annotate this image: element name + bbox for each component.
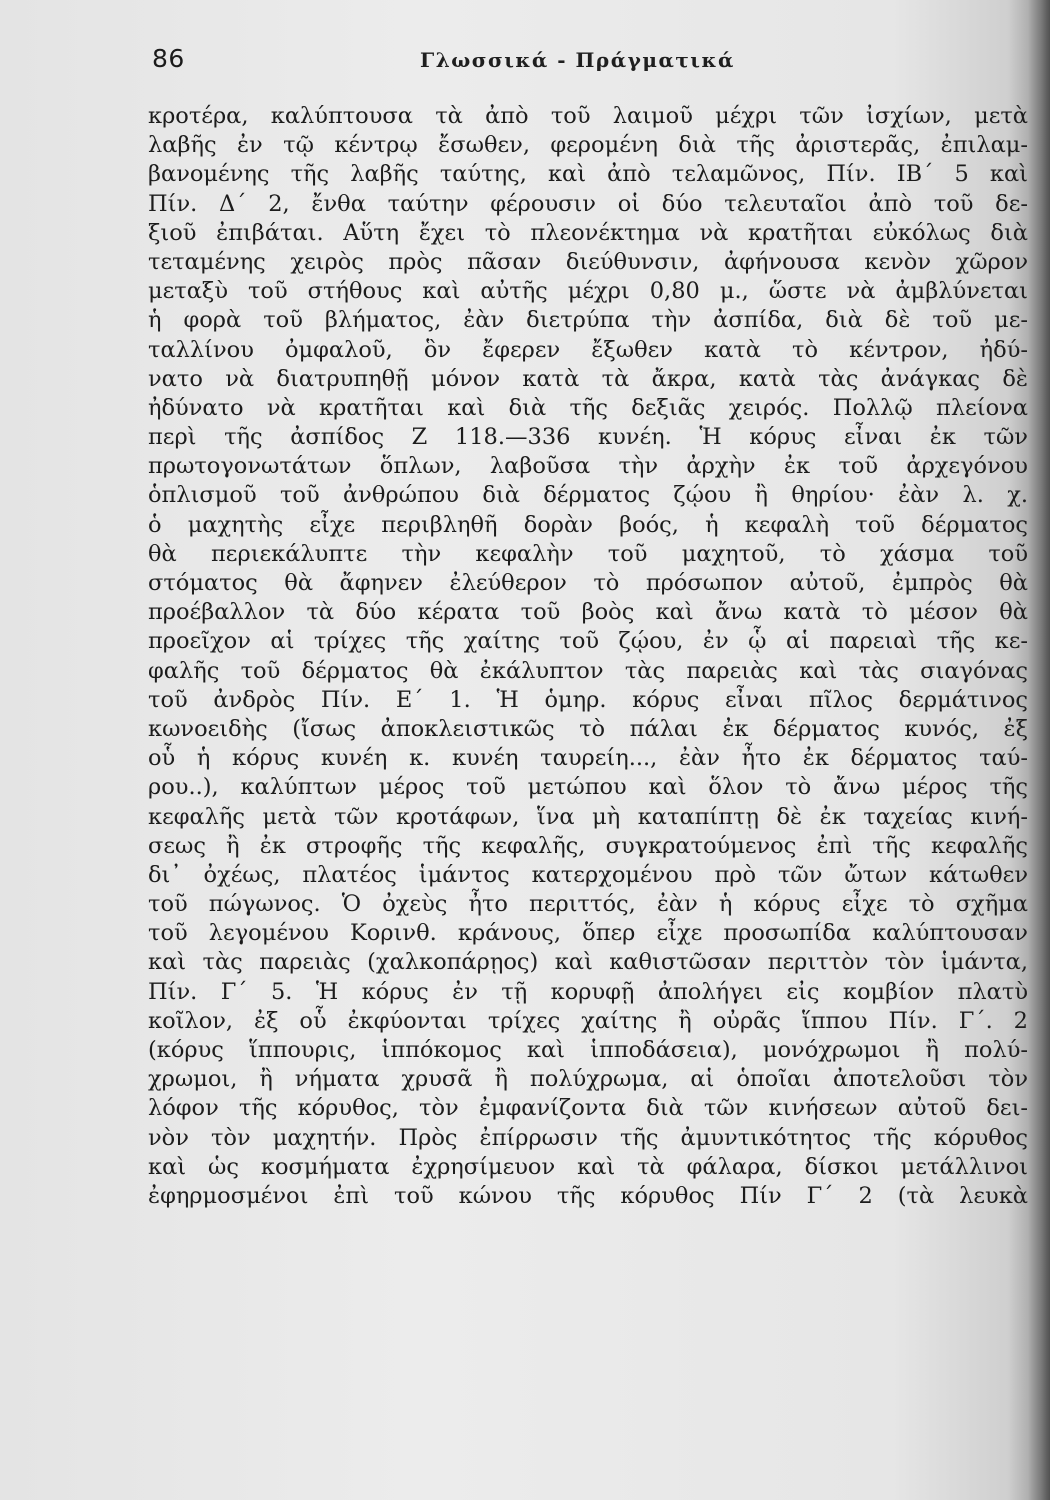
text-line: θὰ περιεκάλυπτε τὴν κεφαλὴν τοῦ μαχητοῦ, τὸ χάσμα τοῦ <box>148 540 1028 567</box>
text-line: καὶ τὰς παρειὰς (χαλκοπάρῃος) καὶ καθιστῶσαν περιττὸν τὸν ἱμάντα, <box>148 949 1028 976</box>
running-title: Γλωσσικά - Πράγματικά <box>420 48 735 72</box>
text-line: καὶ ὡς κοσμήματα ἐχρησίμευον καὶ τὰ φάλαρα, δίσκοι μετάλλινοι <box>148 1153 1028 1180</box>
text-line: (κόρυς ἵππουρις, ἱππόκομος καὶ ἱπποδάσεια), μονόχρωμοι ἢ πολύ- <box>148 1037 1028 1063</box>
text-line: ἐφηρμοσμένοι ἐπὶ τοῦ κώνου τῆς κόρυθος Πίν Γ΄ 2 (τὰ λευκὰ <box>148 1182 1028 1209</box>
text-line: ρου..), καλύπτων μέρος τοῦ μετώπου καὶ ὅλον τὸ ἄνω μέρος τῆς <box>148 774 1028 801</box>
text-line: τεταμένης χειρὸς πρὸς πᾶσαν διεύθυνσιν, ἀφήνουσα κενὸν χῶρον <box>148 248 1028 275</box>
text-line: τοῦ ἀνδρὸς Πίν. Ε΄ 1. Ἡ ὁμηρ. κόρυς εἶναι πῖλος δερμάτινος <box>148 686 1028 713</box>
text-line: ἡ φορὰ τοῦ βλήματος, ἐὰν διετρύπα τὴν ἀσπίδα, διὰ δὲ τοῦ με- <box>148 307 1028 334</box>
text-line: οὗ ἡ κόρυς κυνέη κ. κυνέη ταυρείη..., ἐὰν ἦτο ἐκ δέρματος ταύ- <box>148 745 1028 772</box>
text-line: προέβαλλον τὰ δύο κέρατα τοῦ βοὸς καὶ ἄνω κατὰ τὸ μέσον θὰ <box>148 599 1028 626</box>
text-line: στόματος θὰ ἄφηνεν ἐλεύθερον τὸ πρόσωπον αὐτοῦ, ἐμπρὸς θὰ <box>148 570 1028 596</box>
text-line <box>148 1211 1028 1240</box>
text-line: Πίν. Γ΄ 5. Ἡ κόρυς ἐν τῇ κορυφῇ ἀπολήγει εἰς κομβίον πλατὺ <box>148 978 1028 1005</box>
text-line: τοῦ πώγωνος. Ὁ ὀχεὺς ἦτο περιττός, ἐὰν ἡ κόρυς εἶχε τὸ σχῆμα <box>148 891 1028 918</box>
text-line: νατο νὰ διατρυπηθῇ μόνον κατὰ τὰ ἄκρα, κατὰ τὰς ἀνάγκας δὲ <box>148 365 1028 392</box>
text-line: προεῖχον αἱ τρίχες τῆς χαίτης τοῦ ζῴου, ἐν ᾧ αἱ παρειαὶ τῆς κε- <box>148 628 1028 655</box>
text-line: κεφαλῆς μετὰ τῶν κροτάφων, ἵνα μὴ καταπίπτῃ δὲ ἐκ ταχείας κινή- <box>148 803 1028 830</box>
page-edge-shadow <box>1028 0 1050 1500</box>
text-line: μεταξὺ τοῦ στήθους καὶ αὐτῆς μέχρι 0,80 μ., ὥστε νὰ ἀμβλύνεται <box>148 278 1028 305</box>
text-line: ξιοῦ ἐπιβάται. Αὕτη ἔχει τὸ πλεονέκτημα νὰ κρατῆται εὐκόλως διὰ <box>148 219 1028 246</box>
text-line: τοῦ λεγομένου Κορινθ. κράνους, ὅπερ εἶχε προσωπίδα καλύπτουσαν <box>148 920 1028 947</box>
text-line: σεως ἢ ἐκ στροφῆς τῆς κεφαλῆς, συγκρατούμενος ἐπὶ τῆς κεφαλῆς <box>148 832 1028 859</box>
text-line: περὶ τῆς ἀσπίδος Ζ 118.—336 κυνέη. Ἡ κόρυς εἶναι ἐκ τῶν <box>148 424 1028 451</box>
text-line: ταλλίνου ὀμφαλοῦ, ὃν ἔφερεν ἔξωθεν κατὰ τὸ κέντρον, ἠδύ- <box>148 336 1028 363</box>
text-line: λαβῆς ἐν τῷ κέντρῳ ἔσωθεν, φερομένη διὰ τῆς ἀριστερᾶς, ἐπιλαμ- <box>148 132 1028 159</box>
text-line: χρωμοι, ἢ νήματα χρυσᾶ ἢ πολύχρωμα, αἱ ὁποῖαι ἀποτελοῦσι τὸν <box>148 1066 1028 1093</box>
page-number: 86 <box>152 44 185 73</box>
text-line: ὁ μαχητὴς εἶχε περιβληθῆ δορὰν βοός, ἡ κεφαλὴ τοῦ δέρματος <box>148 511 1028 538</box>
text-line: ἠδύνατο νὰ κρατῆται καὶ διὰ τῆς δεξιᾶς χειρός. Πολλῷ πλείονα <box>148 394 1028 421</box>
text-line: ὁπλισμοῦ τοῦ ἀνθρώπου διὰ δέρματος ζῴου ἢ θηρίου· ἐὰν λ. χ. <box>148 482 1028 509</box>
text-line: φαλῆς τοῦ δέρματος θὰ ἐκάλυπτον τὰς παρειὰς καὶ τὰς σιαγόνας <box>148 657 1028 684</box>
text-line: πρωτογονωτάτων ὅπλων, λαβοῦσα τὴν ἀρχὴν ἐκ τοῦ ἀρχεγόνου <box>148 453 1028 480</box>
text-line: κοῖλον, ἐξ οὗ ἐκφύονται τρίχες χαίτης ἢ οὐρᾶς ἵππου Πίν. Γ΄. 2 <box>148 1007 1028 1034</box>
text-line: νὸν τὸν μαχητήν. Πρὸς ἐπίρρωσιν τῆς ἀμυντικότητος τῆς κόρυθος <box>148 1124 1028 1151</box>
text-line: βανομένης τῆς λαβῆς ταύτης, καὶ ἀπὸ τελαμῶνος, Πίν. ΙΒ΄ 5 καὶ <box>148 161 1028 188</box>
text-line: κροτέρα, καλύπτουσα τὰ ἀπὸ τοῦ λαιμοῦ μέχρι τῶν ἰσχίων, μετὰ <box>148 103 1028 129</box>
text-line: δι᾽ ὀχέως, πλατέος ἱμάντος κατερχομένου πρὸ τῶν ὤτων κάτωθεν <box>148 861 1028 888</box>
text-line: κωνοειδὴς (ἴσως ἀποκλειστικῶς τὸ πάλαι ἐκ δέρματος κυνός, ἐξ <box>148 715 1028 742</box>
text-line: Πίν. Δ΄ 2, ἔνθα ταύτην φέρουσιν οἱ δύο τελευταῖοι ἀπὸ τοῦ δε- <box>148 190 1028 217</box>
text-line: λόφον τῆς κόρυθος, τὸν ἐμφανίζοντα διὰ τῶν κινήσεων αὐτοῦ δει- <box>148 1095 1028 1122</box>
body-text <box>148 102 1028 1240</box>
